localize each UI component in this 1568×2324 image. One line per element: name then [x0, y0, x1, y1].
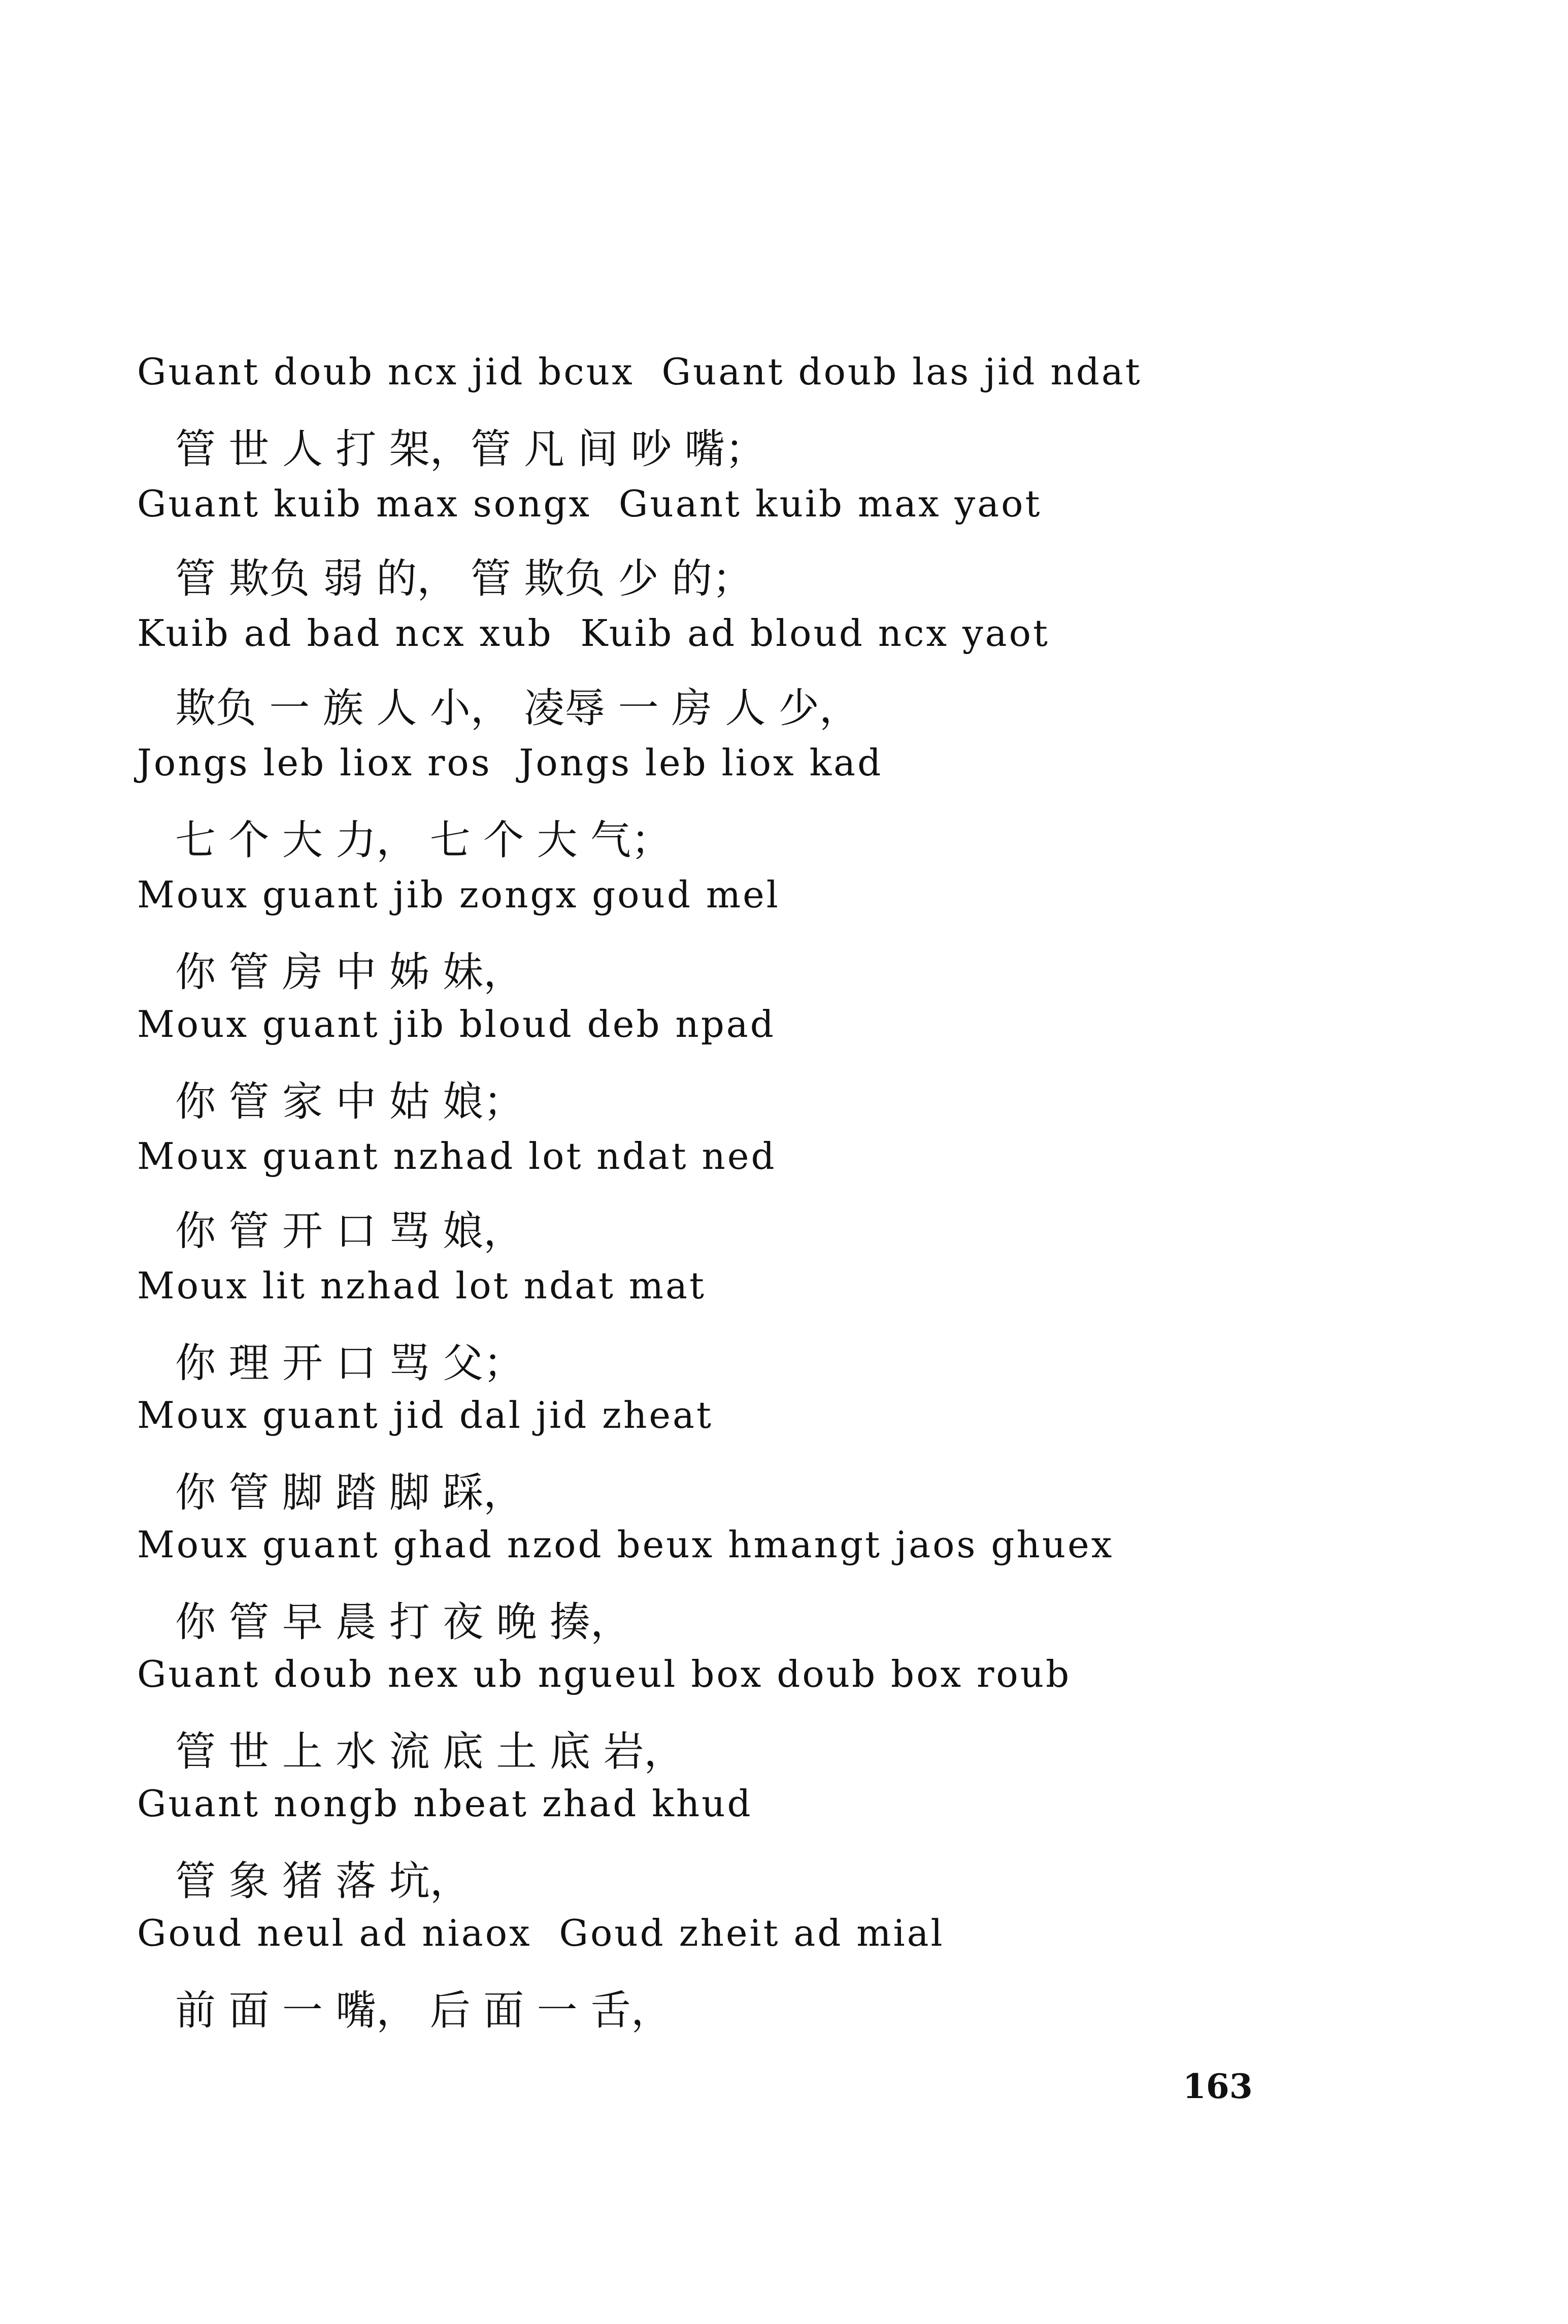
- text-line: Kuib ad bad ncx xub Kuib ad bloud ncx yaot: [137, 612, 1050, 654]
- text-line: Moux guant jib bloud deb npad: [137, 1003, 776, 1045]
- text-line: Jongs leb liox ros Jongs leb liox kad: [137, 741, 883, 784]
- text-line: Moux guant nzhad lot ndat ned: [137, 1135, 777, 1177]
- text-line: Moux guant ghad nzod beux hmangt jaos ghuex: [137, 1523, 1114, 1566]
- text-line: 你 管 脚 踏 脚 踩，: [175, 1469, 524, 1516]
- text-line: 管 欺负 弱 的， 管 欺负 少 的；: [175, 555, 753, 602]
- text-line: 管 象 猪 落 坑，: [175, 1857, 471, 1905]
- text-line: 你 管 房 中 姊 妹，: [175, 948, 524, 996]
- page-number: 163: [1183, 2067, 1253, 2106]
- text-line: 欺负 一 族 人 小， 凌辱 一 房 人 少，: [175, 684, 860, 732]
- text-line: Guant doub ncx jid bcux Guant doub las jid ndat: [137, 350, 1142, 393]
- text-line: 前 面 一 嘴， 后 面 一 舌，: [175, 1987, 672, 2034]
- text-line: 你 理 开 口 骂 父；: [175, 1339, 524, 1387]
- text-line: 七 个 大 力， 七 个 大 气；: [175, 816, 672, 864]
- text-line: Goud neul ad niaox Goud zheit ad mial: [137, 1912, 945, 1954]
- text-line: Guant kuib max songx Guant kuib max yaot: [137, 482, 1042, 525]
- text-line: 管 世 上 水 流 底 土 底 岩，: [175, 1728, 685, 1775]
- text-line: Guant doub nex ub ngueul box doub box roub: [137, 1653, 1072, 1695]
- text-line: Moux guant jib zongx goud mel: [137, 873, 780, 916]
- text-line: Guant nongb nbeat zhad khud: [137, 1782, 753, 1825]
- text-line: 管 世 人 打 架，管 凡 间 吵 嘴；: [175, 425, 766, 473]
- text-line: 你 管 开 口 骂 娘，: [175, 1207, 524, 1255]
- text-line: 你 管 早 晨 打 夜 晚 揍，: [175, 1598, 631, 1646]
- text-line: 你 管 家 中 姑 娘；: [175, 1078, 524, 1125]
- text-line: Moux lit nzhad lot ndat mat: [137, 1264, 706, 1307]
- text-line: Moux guant jid dal jid zheat: [137, 1394, 713, 1436]
